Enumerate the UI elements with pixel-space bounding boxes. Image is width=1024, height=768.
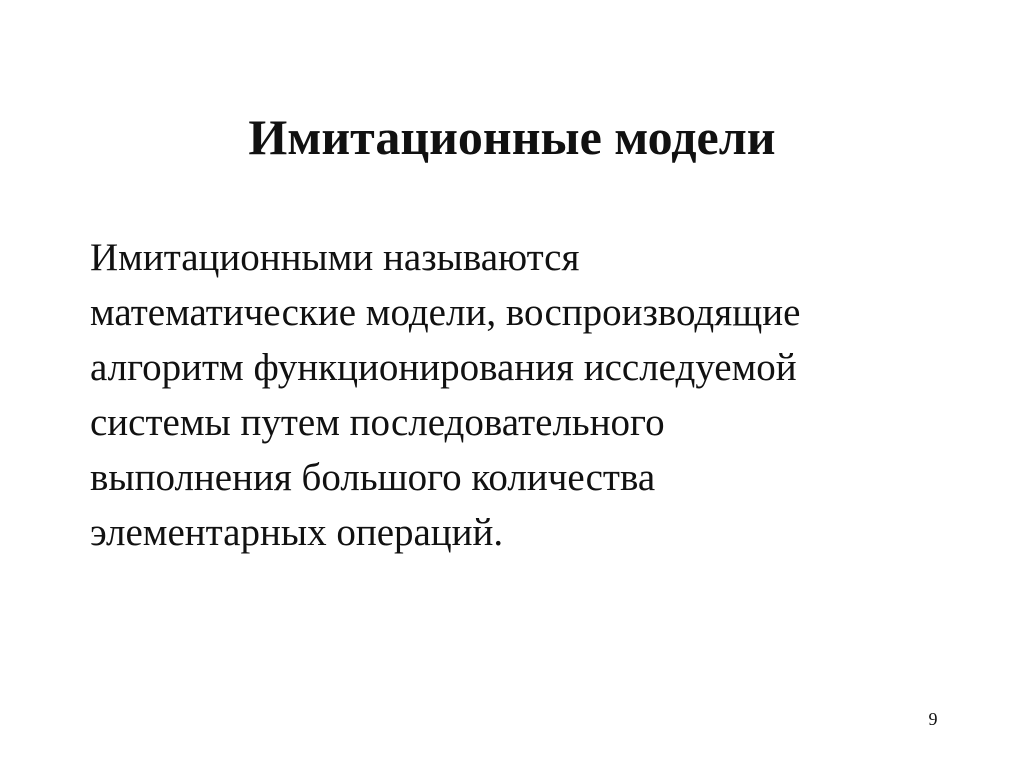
- slide-body-text: [90, 230, 970, 560]
- body-line: Имитационными называются: [90, 236, 580, 279]
- body-line: элементарных операций.: [90, 511, 504, 554]
- body-line: системы путем последовательного: [90, 401, 665, 444]
- slide-title: Имитационные модели: [248, 109, 776, 165]
- body-line: алгоритм функционирования исследуемой: [90, 346, 797, 389]
- page-number: 9: [928, 709, 938, 729]
- body-line: выполнения большого количества: [90, 456, 656, 499]
- body-line: математические модели, воспроизводящие: [90, 291, 801, 334]
